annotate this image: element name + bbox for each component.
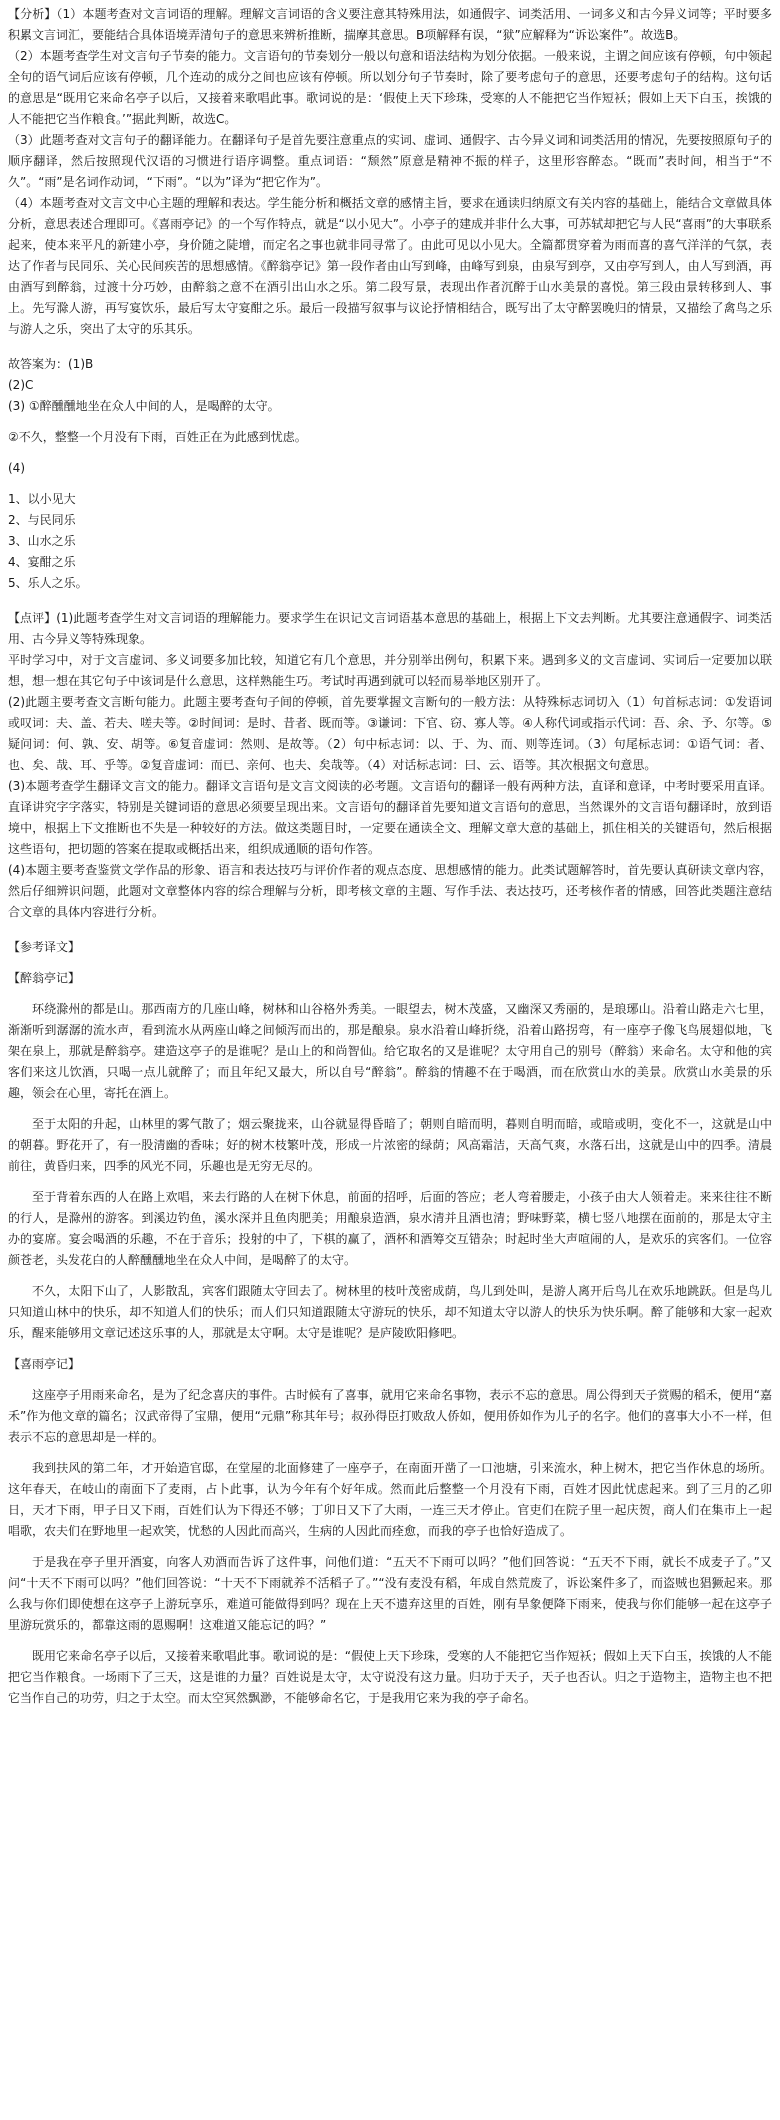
answer-list-item: 1、以小见大 bbox=[8, 492, 76, 506]
xiyu-p3: 于是我在亭子里开酒宴，向客人劝酒而告诉了这件事，问他们道：“五天不下雨可以吗？”他们回答说：“五天不下雨，就长不成麦子了。”又问“十天不下雨可以吗？”他们回答说：“十天不下雨就养不活稻子了。”“没有麦没有稻，年成自然荒废了，诉讼案件多了，而盗贼也猖獗起来。那么我与你们即使想在这亭子上游玩享乐，难道可能做得到吗？现在上天不遗弃这里的百姓，刚有旱象便降下雨来，使我与你们能够一起在这亭子里游玩赏乐的，都靠这雨的恩赐啊！这难道又能忘记的吗？” bbox=[8, 1555, 772, 1632]
comment-p2: 平时学习中，对于文言虚词、多义词要多加比较，知道它有几个意思，并分别举出例句，积累下来。遇到多义的文言虚词、实词后一定要加以联想，想一想在其它句子中该词是什么意思，这样熟能生巧。考试时再遇到就可以轻而易举地区别开了。 bbox=[8, 653, 772, 688]
translation-label: 【参考译文】 bbox=[8, 940, 81, 954]
answer-list-item: 3、山水之乐 bbox=[8, 534, 76, 548]
answer-3a: (3) ①醉醺醺地坐在众人中间的人，是喝醉的太守。 bbox=[8, 399, 280, 413]
comment-label: 【点评】 bbox=[8, 611, 57, 625]
answer-4: (4) bbox=[8, 461, 25, 475]
zuiweng-p4: 不久，太阳下山了，人影散乱，宾客们跟随太守回去了。树林里的枝叶茂密成荫，鸟儿到处叫，是游人离开后鸟儿在欢乐地跳跃。但是鸟儿只知道山林中的快乐，却不知道人们的快乐；而人们只知道跟随太守游玩的快乐，却不知道太守以游人的快乐为快乐啊。醉了能够和大家一起欢乐，醒来能够用文章记述这乐事的人，那就是太守啊。太守是谁呢？是庐陵欧阳修吧。 bbox=[8, 1284, 772, 1340]
answer-list-item: 2、与民同乐 bbox=[8, 513, 76, 527]
zuiweng-label: 【醉翁亭记】 bbox=[8, 971, 81, 985]
xiyu-p2: 我到扶风的第二年，才开始造官邸，在堂屋的北面修建了一座亭子，在南面开凿了一口池塘，引来流水，种上树木，把它当作休息的场所。这年春天，在岐山的南面下了麦雨，占卜此事，认为今年有个好年成。然而此后整整一个月没有下雨，百姓才因此忧虑起来。到了三月的乙卯日，天才下雨，甲子日又下雨，百姓们认为下得还不够；丁卯日又下了大雨，一连三天才停止。官吏们在院子里一起庆贺，商人们在集市上一起唱歌，农夫们在野地里一起欢笑，忧愁的人因此而高兴，生病的人因此而痊愈，而我的亭子也恰好造成了。 bbox=[8, 1461, 772, 1538]
answer-2: (2)C bbox=[8, 378, 34, 392]
answer-1: 故答案为：(1)B bbox=[8, 357, 94, 371]
comment-p1: 【点评】(1)此题考查学生对文言词语的理解能力。要求学生在识记文言词语基本意思的基础上，根据上下文去判断。尤其要注意通假字、词类活用、古今异义等特殊现象。 bbox=[8, 611, 772, 646]
answer-3b: ②不久，整整一个月没有下雨，百姓正在为此感到忧虑。 bbox=[8, 430, 307, 444]
answers-block bbox=[8, 354, 772, 594]
comment-p3: (2)此题主要考查文言断句能力。此题主要考查句子间的停顿，首先要掌握文言断句的一般方法：从特殊标志词切入（1）句首标志词：①发语词或叹词：夫、盖、若夫、嗟夫等。②时间词：是时、昔者、既而等。③谦词：下官、窃、寡人等。④人称代词或指示代词：吾、余、予、尔等。⑤疑问词：何、孰、安、胡等。⑥复音虚词：然则、是故等。（2）句中标志词：以、于、为、而、则等连词。（3）句尾标志词：①语气词：者、也、矣、哉、耳、乎等。②复音虚词：而已、亲何、也夫、矣哉等。（4）对话标志词：曰、云、语等。其次根据文句意思。 bbox=[8, 695, 772, 772]
analysis-p2: （2）本题考查学生对文言句子节奏的能力。文言语句的节奏划分一般以句意和语法结构为划分依据。一般来说，主谓之间应该有停顿，句中领起全句的语气词后应该有停顿，几个连动的成分之间也应该有停顿。所以划分句子节奏时，除了要考虑句子的意思，还要考虑句子的结构。这句话的意思是“既用它来命名亭子以后，又接着来歌唱此事。歌词说的是：‘假使上天下珍珠，受寒的人不能把它当作短袄；假如上天下白玉，挨饿的人不能把它当作粮食。’”据此判断，故选C。 bbox=[8, 49, 772, 126]
zuiweng-p3: 至于背着东西的人在路上欢唱，来去行路的人在树下休息，前面的招呼，后面的答应；老人弯着腰走，小孩子由大人领着走。来来往往不断的行人，是滁州的游客。到溪边钓鱼，溪水深并且鱼肉肥美；用酿泉造酒，泉水清并且酒也清；野味野菜，横七竖八地摆在面前的，那是太守主办的宴席。宴会喝酒的乐趣，不在于音乐；投射的中了，下棋的赢了，酒杯和酒筹交互错杂；时起时坐大声喧闹的人，是欢乐的宾客们。一位容颜苍老，头发花白的人醉醺醺地坐在众人中间，是喝醉了的太守。 bbox=[8, 1190, 772, 1267]
analysis-label: 【分析】 bbox=[8, 7, 57, 21]
analysis-p4: （4）本题考查对文言文中心主题的理解和表达。学生能分析和概括文章的感情主旨，要求在通读归纳原文有关内容的基础上，能结合文章做具体分析，意思表述合理即可。《喜雨亭记》的一个写作特点，就是“以小见大”。小亭子的建成并非什么大事，可苏轼却把它与人民“喜雨”的大事联系起来，使本来平凡的新建小亭，身价随之陡增，而定名之事也就非同寻常了。由此可见以小见大。全篇都贯穿着为雨而喜的喜气洋洋的气氛，表达了作者与民同乐、关心民间疾苦的思想感情。《醉翁亭记》第一段作者由山写到峰，由峰写到泉，由泉写到亭，又由亭写到人，由人写到酒，再由酒写到醉翁，过渡十分巧妙，由醉翁之意不在酒引出山水之乐。第二段写景，表现出作者沉醉于山水美景的喜悦。第三段由景转移到人、事上。先写滁人游，再写宴饮乐，最后写太守宴酣之乐。最后一段描写叙事与议论抒情相结合，既写出了太守醉罢晚归的情景，又描绘了禽鸟之乐与游人之乐，突出了太守的乐其乐。 bbox=[8, 196, 772, 336]
comment-p5: (4)本题主要考查鉴赏文学作品的形象、语言和表达技巧与评价作者的观点态度、思想感情的能力。此类试题解答时，首先要认真研读文章内容，然后仔细辨识问题，此题对文章整体内容的综合理解与分析，即考核文章的主题、写作手法、表达技巧，还考核作者的情感，回答此类题注意结合文章的具体内容进行分析。 bbox=[8, 863, 772, 919]
zuiweng-p1: 环绕滁州的都是山。那西南方的几座山峰，树林和山谷格外秀美。一眼望去，树木茂盛，又幽深又秀丽的，是琅琊山。沿着山路走六七里，渐渐听到潺潺的流水声，看到流水从两座山峰之间倾泻而出的，那是酿泉。泉水沿着山峰折绕，沿着山路拐弯，有一座亭子像飞鸟展翅似地，飞架在泉上，那就是醉翁亭。建造这亭子的是谁呢？是山上的和尚智仙。给它取名的又是谁呢？太守用自己的别号（醉翁）来命名。太守和他的宾客们来这儿饮酒，只喝一点儿就醉了；而且年纪又最大，所以自号“醉翁”。醉翁的情趣不在于喝酒，而在欣赏山水的美景。欣赏山水美景的乐趣，领会在心里，寄托在酒上。 bbox=[8, 1002, 772, 1100]
answer-list-item: 4、宴酣之乐 bbox=[8, 555, 76, 569]
xiyu-label: 【喜雨亭记】 bbox=[8, 1357, 81, 1371]
analysis-p1: 【分析】（1）本题考查对文言词语的理解。理解文言词语的含义要注意其特殊用法，如通假字、词类活用、一词多义和古今异义词等；平时要多积累文言词汇，要能结合具体语境弄清句子的意思来辨析推断，揣摩其意思。B项解释有误，“狱”应解释为“诉讼案件”。故选B。 bbox=[8, 7, 772, 42]
answer-list-item: 5、乐人之乐。 bbox=[8, 576, 88, 590]
analysis-p3: （3）此题考查对文言句子的翻译能力。在翻译句子是首先要注意重点的实词、虚词、通假字、古今异义词和词类活用的情况，先要按照原句子的顺序翻译，然后按照现代汉语的习惯进行语序调整。重点词语：“颓然”原意是精神不振的样子，这里形容醉态。“既而”表时间，相当于“不久”。“雨”是名词作动词，“下雨”。“以为”译为“把它作为”。 bbox=[8, 133, 772, 189]
zuiweng-p2: 至于太阳的升起，山林里的雾气散了；烟云聚拢来，山谷就显得昏暗了；朝则自暗而明，暮则自明而暗，或暗或明，变化不一，这就是山中的朝暮。野花开了，有一股清幽的香味；好的树木枝繁叶茂，形成一片浓密的绿荫；风高霜洁，天高气爽，水落石出，这就是山中的四季。清晨前往，黄昏归来，四季的风光不同，乐趣也是无穷无尽的。 bbox=[8, 1117, 772, 1173]
xiyu-p4: 既用它来命名亭子以后，又接着来歌唱此事。歌词说的是：“假使上天下珍珠，受寒的人不能把它当作短袄；假如上天下白玉，挨饿的人不能把它当作粮食。一场雨下了三天，这是谁的力量？百姓说是太守，太守说没有这力量。归功于天子，天子也否认。归之于造物主，造物主也不把它当作自己的功劳，归之于太空。而太空冥然飘渺，不能够命名它，于是我用它来为我的亭子命名。 bbox=[8, 1649, 772, 1705]
xiyu-p1: 这座亭子用雨来命名，是为了纪念喜庆的事件。古时候有了喜事，就用它来命名事物，表示不忘的意思。周公得到天子赏赐的稻禾，便用“嘉禾”作为他文章的篇名；汉武帝得了宝鼎，便用“元鼎”称其年号；叔孙得臣打败敌人侨如，便用侨如作为儿子的名字。他们的喜事大小不一样，但表示不忘的意思却是一样的。 bbox=[8, 1388, 772, 1444]
comment-p4: (3)本题考查学生翻译文言文的能力。翻译文言语句是文言文阅读的必考题。文言语句的翻译一般有两种方法，直译和意译，中考时要采用直译。直译讲究字字落实，特别是关键词语的意思必须要呈现出来。文言语句的翻译首先要知道文言语句的意思，当然课外的文言语句翻译时，放到语境中，根据上下文推断也不失是一种较好的方法。做这类题目时，一定要在通读全文、理解文章大意的基础上，抓住相关的关键语句，然后根据这些语句，把切题的答案在提取或概括出来，组织成通顺的语句作答。 bbox=[8, 779, 772, 856]
